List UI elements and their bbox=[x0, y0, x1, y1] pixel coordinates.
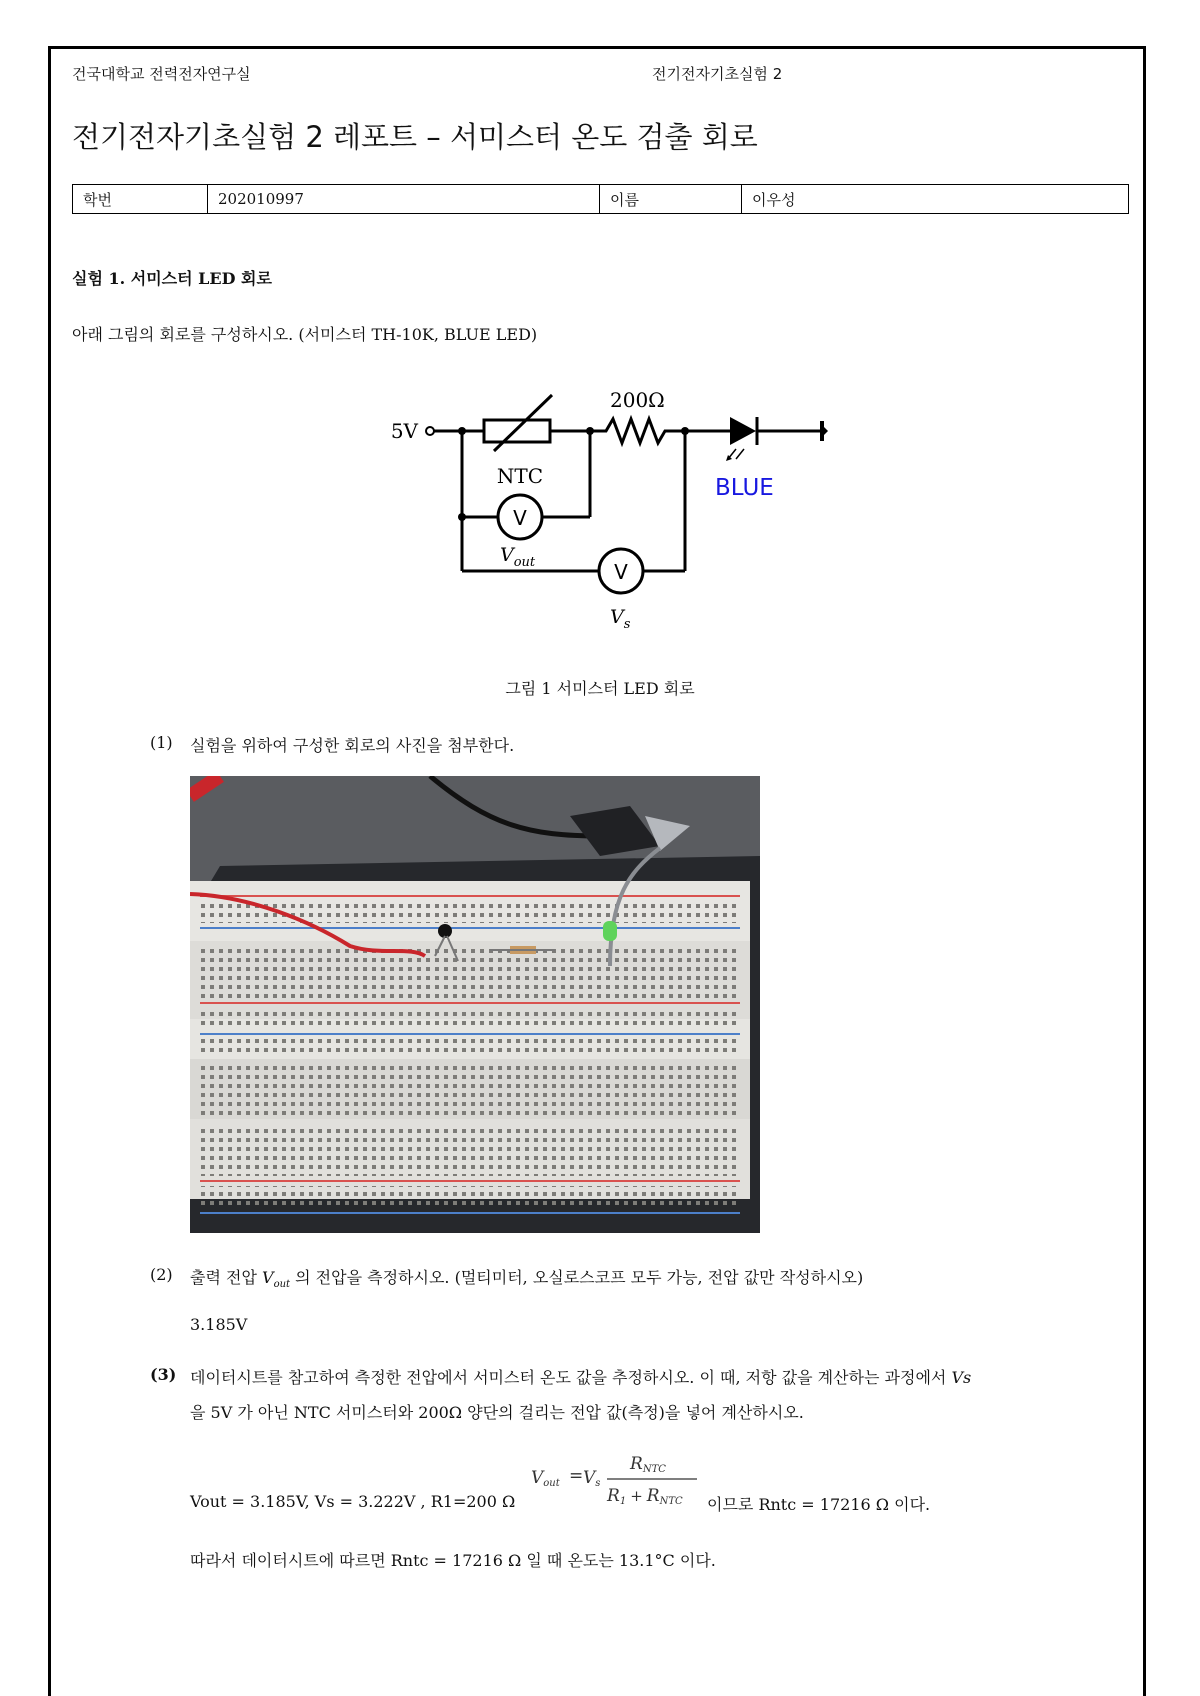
item3-conclusion: 따라서 데이터시트에 따르면 Rntc = 17216 Ω 일 때 온도는 13.1°C 이다. bbox=[190, 1551, 716, 1570]
svg-text:Vout: Vout bbox=[531, 1468, 560, 1489]
led-component bbox=[603, 921, 617, 941]
info-table bbox=[72, 184, 1129, 214]
ntc-thermistor bbox=[484, 420, 550, 442]
svg-text:RNTC: RNTC bbox=[630, 1454, 666, 1475]
item3-given-values: Vout = 3.185V, Vs = 3.222V , R1=200 Ω bbox=[190, 1492, 516, 1511]
item1-number: (1) bbox=[150, 733, 173, 752]
item3-line1: 데이터시트를 참고하여 측정한 전압에서 서미스터 온도 값을 추정하시오. 이 때, 저항 값을 계산하는 과정에서 Vs bbox=[190, 1368, 972, 1387]
table-row bbox=[73, 185, 1129, 214]
vs-label: $V_s$ bbox=[610, 606, 631, 632]
section-heading: 실험 1. 서미스터 LED 회로 bbox=[72, 269, 272, 288]
resistor-label: 200Ω bbox=[610, 388, 665, 412]
svg-text:=: = bbox=[569, 1466, 584, 1486]
ntc-label: NTC bbox=[496, 464, 544, 488]
figure-caption: 그림 1 서미스터 LED 회로 bbox=[505, 679, 695, 698]
breadboard-photo bbox=[190, 776, 760, 1233]
ground-icon bbox=[822, 421, 828, 441]
voltmeter-vs-label: V bbox=[614, 560, 628, 584]
resistor-200-ohm bbox=[590, 419, 685, 443]
header-right: 전기전자기초실험 2 bbox=[652, 65, 783, 83]
circuit-diagram bbox=[360, 375, 840, 635]
item2-answer: 3.185V bbox=[190, 1315, 248, 1334]
header-left: 건국대학교 전력전자연구실 bbox=[72, 65, 251, 83]
item2-number: (2) bbox=[150, 1265, 173, 1284]
thermistor-component bbox=[438, 924, 452, 938]
item3-number: (3) bbox=[150, 1365, 177, 1384]
name-value: 이우성 bbox=[742, 185, 1129, 214]
svg-text:Vs: Vs bbox=[583, 1468, 601, 1489]
student-id-label: 학번 bbox=[73, 185, 208, 214]
page-title: 전기전자기초실험 2 레포트 – 서미스터 온도 검출 회로 bbox=[72, 120, 758, 154]
led-label: BLUE bbox=[715, 475, 774, 501]
item2-text: 출력 전압 $V_{out}$ 의 전압을 측정하시오. (멀티미터, 오실로스코프 모두 가능, 전압 값만 작성하시오) bbox=[190, 1268, 864, 1291]
item3-rntc-result: 이므로 Rntc = 17216 Ω 이다. bbox=[707, 1495, 931, 1514]
student-id-value: 202010997 bbox=[208, 185, 600, 214]
item1-text: 실험을 위하여 구성한 회로의 사진을 첨부한다. bbox=[190, 736, 515, 755]
vout-variable: $V_{out}$ bbox=[262, 1268, 291, 1291]
vout-label: $V_{out}$ bbox=[500, 544, 536, 570]
name-label: 이름 bbox=[600, 185, 742, 214]
voltmeter-ntc-label: V bbox=[513, 506, 527, 530]
source-label: 5V bbox=[390, 419, 418, 443]
svg-text:R1+RNTC: R1 + RNTC bbox=[607, 1486, 683, 1507]
voltage-divider-formula bbox=[525, 1453, 705, 1513]
section-intro: 아래 그림의 회로를 구성하시오. (서미스터 TH-10K, BLUE LED) bbox=[72, 325, 538, 344]
source-terminal bbox=[426, 427, 434, 435]
led-diode bbox=[726, 417, 757, 461]
vs-variable: Vs bbox=[951, 1368, 972, 1387]
item3-line2: 을 5V 가 아닌 NTC 서미스터와 200Ω 양단의 걸리는 전압 값(측정)을 넣어 계산하시오. bbox=[190, 1403, 804, 1422]
